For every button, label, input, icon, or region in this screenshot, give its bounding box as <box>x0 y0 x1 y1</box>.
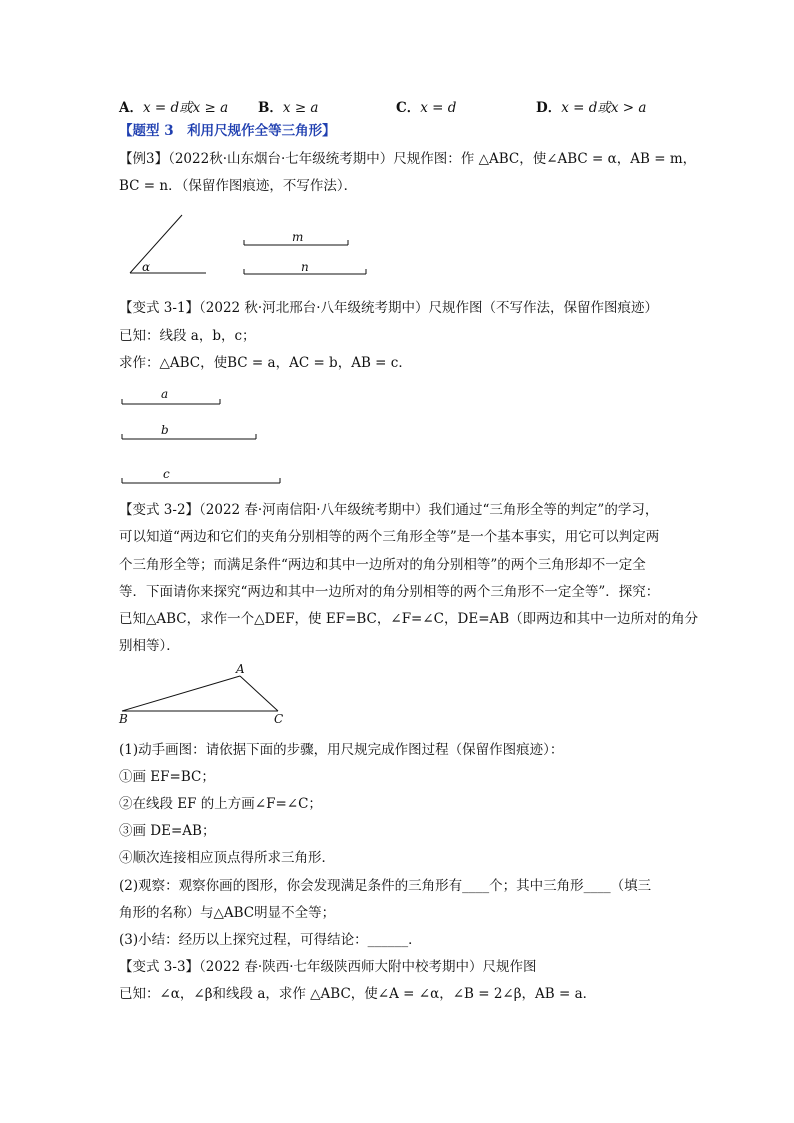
vertex-b-label: B <box>119 712 128 726</box>
segment-c-label: c <box>163 467 170 481</box>
choice-a: A．x = d或x ≥ a <box>119 100 229 116</box>
variant31-figure <box>118 382 318 492</box>
choice-b: B．x ≥ a <box>258 100 319 116</box>
segment-n-label: n <box>301 260 309 274</box>
answer-choices <box>119 96 679 116</box>
variant33-line1: 【变式 3-3】（2022 春·陕西·七年级陕西师大附中校考期中）尺规作图 <box>119 959 537 975</box>
example3-line2: BC = n．（保留作图痕迹，不写作法）． <box>119 178 358 194</box>
segment-a-label: a <box>161 387 169 401</box>
vertex-c-label: C <box>274 712 284 726</box>
section-heading: 【题型 3 利用尺规作全等三角形】 <box>119 123 336 139</box>
variant31-line3: 求作：△ABC，使BC = a，AC = b，AB = c． <box>119 355 412 371</box>
vertex-a-label: A <box>236 662 245 676</box>
question-1: (1)动手画图：请依据下面的步骤，用尺规完成作图过程（保留作图痕迹）： <box>119 742 564 758</box>
choice-d: D．x = d或x > a <box>536 100 647 116</box>
variant33-line2: 已知：∠α，∠β和线段 a，求作 △ABC，使∠A = ∠α，∠B = 2∠β，AB = a． <box>119 986 597 1002</box>
variant32-line3: 个三角形全等；而满足条件“两边和其中一边所对的角分别相等”的两个三角形却不一定全 <box>119 557 646 573</box>
variant32-line5: 已知△ABC，求作一个△DEF，使 EF=BC，∠F=∠C，DE=AB（即两边和其中一边所对的角分 <box>119 611 699 627</box>
step-2: ②在线段 EF 的上方画∠F=∠C； <box>119 796 322 812</box>
angle-alpha-label: α <box>142 260 151 274</box>
segment-m-label: m <box>292 230 304 244</box>
triangle-side-ba <box>122 676 240 711</box>
step-4: ④顺次连接相应顶点得所求三角形． <box>119 850 335 866</box>
variant32-line4: 等．下面请你来探究“两边和其中一边所对的角分别相等的两个三角形不一定全等”．探究： <box>119 584 660 600</box>
variant32-line2: 可以知道“两边和它们的夹角分别相等的两个三角形全等”是一个基本事实，用它可以判定两 <box>119 529 660 545</box>
variant31-line2: 已知：线段 a，b，c； <box>119 328 256 344</box>
question-3: (3)小结：经历以上探究过程，可得结论：______． <box>119 932 422 948</box>
segment-b-label: b <box>161 423 169 437</box>
step-1: ①画 EF=BC； <box>119 769 215 785</box>
question-2-line2: 角形的名称）与△ABC明显不全等； <box>119 905 336 921</box>
step-3: ③画 DE=AB； <box>119 823 216 839</box>
variant32-line1: 【变式 3-2】（2022 春·河南信阳·八年级统考期中）我们通过“三角形全等的判定”的学习， <box>119 502 659 518</box>
triangle-abc-figure <box>116 660 296 726</box>
example3-figure <box>120 210 380 280</box>
angle-ray <box>130 215 182 273</box>
variant31-line1: 【变式 3-1】（2022 秋·河北邢台·八年级统考期中）尺规作图（不写作法，保留作图痕迹） <box>119 300 659 316</box>
triangle-side-ac <box>240 676 278 711</box>
example3-line1: 【例3】（2022秋·山东烟台·七年级统考期中）尺规作图：作 △ABC，使∠ABC = α，AB = m， <box>119 151 697 167</box>
choice-c: C．x = d <box>396 100 457 116</box>
variant32-line6: 别相等）． <box>119 638 180 654</box>
question-2-line1: (2)观察：观察你画的图形，你会发现满足条件的三角形有____个；其中三角形____（填三 <box>119 878 652 894</box>
